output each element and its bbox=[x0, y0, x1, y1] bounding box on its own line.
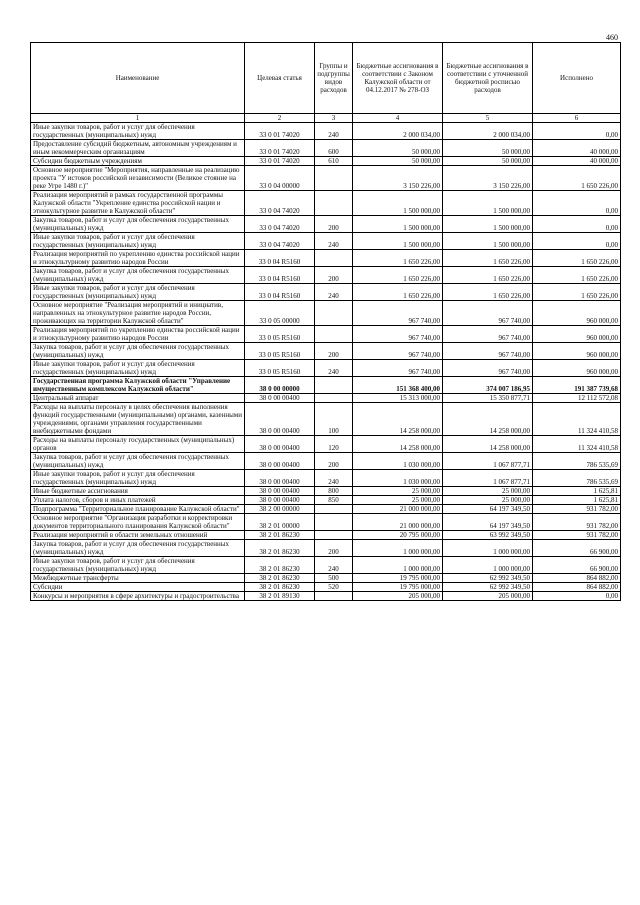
row-revised-allocation-cell: 1 650 226,00 bbox=[443, 250, 533, 267]
column-number: 6 bbox=[533, 114, 621, 123]
row-expense-group-cell bbox=[315, 326, 353, 343]
column-number: 1 bbox=[31, 114, 245, 123]
row-revised-allocation-cell: 1 650 226,00 bbox=[443, 267, 533, 284]
row-revised-allocation-cell: 1 067 877,71 bbox=[443, 453, 533, 470]
table-row bbox=[31, 574, 621, 583]
table-row bbox=[31, 166, 621, 191]
row-revised-allocation-cell: 64 197 349,50 bbox=[443, 514, 533, 531]
row-name-cell: Иные закупки товаров, работ и услуг для обеспечения государственных (муниципальных) нужд bbox=[31, 557, 245, 574]
row-executed-cell: 1 650 226,00 bbox=[533, 250, 621, 267]
row-expense-group-cell bbox=[315, 505, 353, 514]
table-row bbox=[31, 250, 621, 267]
row-law-allocation-cell: 1 030 000,00 bbox=[353, 470, 443, 487]
row-revised-allocation-cell: 62 992 349,50 bbox=[443, 574, 533, 583]
column-number: 2 bbox=[245, 114, 315, 123]
row-target-article-cell: 38 2 01 86230 bbox=[245, 574, 315, 583]
row-name-cell: Закупка товаров, работ и услуг для обеспечения государственных (муниципальных) нужд bbox=[31, 453, 245, 470]
table-row bbox=[31, 403, 621, 436]
row-target-article-cell: 33 0 05 R5160 bbox=[245, 326, 315, 343]
row-revised-allocation-cell: 374 007 186,95 bbox=[443, 377, 533, 394]
row-law-allocation-cell: 1 650 226,00 bbox=[353, 284, 443, 301]
row-target-article-cell: 38 2 01 86230 bbox=[245, 583, 315, 592]
row-revised-allocation-cell: 1 650 226,00 bbox=[443, 284, 533, 301]
row-target-article-cell: 38 0 00 00400 bbox=[245, 470, 315, 487]
row-target-article-cell: 38 0 00 00400 bbox=[245, 453, 315, 470]
row-name-cell: Основное мероприятие "Организация разработки и корректировки документов территориального планирования Калужской области" bbox=[31, 514, 245, 531]
row-target-article-cell: 38 0 00 00000 bbox=[245, 377, 315, 394]
row-executed-cell: 0,00 bbox=[533, 233, 621, 250]
row-expense-group-cell: 200 bbox=[315, 453, 353, 470]
row-expense-group-cell: 240 bbox=[315, 360, 353, 377]
row-expense-group-cell: 100 bbox=[315, 403, 353, 436]
row-executed-cell: 960 000,00 bbox=[533, 343, 621, 360]
row-target-article-cell: 33 0 04 R5160 bbox=[245, 267, 315, 284]
table-row bbox=[31, 531, 621, 540]
row-name-cell: Закупка товаров, работ и услуг для обеспечения государственных (муниципальных) нужд bbox=[31, 216, 245, 233]
row-target-article-cell: 33 0 04 74020 bbox=[245, 216, 315, 233]
row-law-allocation-cell: 1 650 226,00 bbox=[353, 267, 443, 284]
row-executed-cell: 11 324 410,58 bbox=[533, 436, 621, 453]
table-row bbox=[31, 301, 621, 326]
table-row bbox=[31, 360, 621, 377]
row-law-allocation-cell: 25 000,00 bbox=[353, 487, 443, 496]
row-law-allocation-cell: 20 795 000,00 bbox=[353, 531, 443, 540]
row-target-article-cell: 38 2 01 86230 bbox=[245, 540, 315, 557]
row-executed-cell: 960 000,00 bbox=[533, 326, 621, 343]
table-body bbox=[31, 123, 621, 601]
row-target-article-cell: 38 0 00 00400 bbox=[245, 496, 315, 505]
row-executed-cell: 864 882,00 bbox=[533, 574, 621, 583]
row-revised-allocation-cell: 1 500 000,00 bbox=[443, 233, 533, 250]
row-law-allocation-cell: 1 000 000,00 bbox=[353, 557, 443, 574]
row-expense-group-cell: 240 bbox=[315, 284, 353, 301]
row-name-cell: Закупка товаров, работ и услуг для обеспечения государственных (муниципальных) нужд bbox=[31, 267, 245, 284]
table-row bbox=[31, 540, 621, 557]
row-expense-group-cell: 240 bbox=[315, 557, 353, 574]
table-row bbox=[31, 233, 621, 250]
row-revised-allocation-cell: 15 350 877,71 bbox=[443, 394, 533, 403]
row-name-cell: Субсидии бюджетным учреждениям bbox=[31, 157, 245, 166]
row-law-allocation-cell: 967 740,00 bbox=[353, 301, 443, 326]
row-target-article-cell: 38 2 01 86230 bbox=[245, 531, 315, 540]
row-law-allocation-cell: 1 500 000,00 bbox=[353, 216, 443, 233]
row-executed-cell: 1 625,81 bbox=[533, 496, 621, 505]
row-name-cell: Иные закупки товаров, работ и услуг для обеспечения государственных (муниципальных) нужд bbox=[31, 233, 245, 250]
row-name-cell: Уплата налогов, сборов и иных платежей bbox=[31, 496, 245, 505]
row-name-cell: Реализация мероприятий по укреплению единства российской нации и этнокультурному развитию народов России bbox=[31, 250, 245, 267]
row-revised-allocation-cell: 25 000,00 bbox=[443, 487, 533, 496]
table-row bbox=[31, 436, 621, 453]
row-revised-allocation-cell: 967 740,00 bbox=[443, 326, 533, 343]
row-name-cell: Иные закупки товаров, работ и услуг для обеспечения государственных (муниципальных) нужд bbox=[31, 284, 245, 301]
row-revised-allocation-cell: 1 500 000,00 bbox=[443, 191, 533, 216]
row-target-article-cell: 33 0 01 74020 bbox=[245, 157, 315, 166]
table-row bbox=[31, 394, 621, 403]
table-row bbox=[31, 505, 621, 514]
row-executed-cell: 40 000,00 bbox=[533, 157, 621, 166]
table-row bbox=[31, 557, 621, 574]
row-executed-cell: 1 650 226,00 bbox=[533, 267, 621, 284]
row-revised-allocation-cell: 1 067 877,71 bbox=[443, 470, 533, 487]
row-target-article-cell: 38 0 00 00400 bbox=[245, 403, 315, 436]
row-expense-group-cell: 200 bbox=[315, 216, 353, 233]
row-law-allocation-cell: 15 313 000,00 bbox=[353, 394, 443, 403]
row-revised-allocation-cell: 1 000 000,00 bbox=[443, 557, 533, 574]
row-law-allocation-cell: 25 000,00 bbox=[353, 496, 443, 505]
table-row bbox=[31, 592, 621, 601]
row-executed-cell: 0,00 bbox=[533, 592, 621, 601]
page-number: 460 bbox=[606, 33, 618, 42]
row-executed-cell: 931 782,00 bbox=[533, 531, 621, 540]
row-executed-cell: 1 650 226,00 bbox=[533, 284, 621, 301]
row-law-allocation-cell: 50 000,00 bbox=[353, 140, 443, 157]
header-executed: Исполнено bbox=[533, 43, 621, 114]
row-law-allocation-cell: 967 740,00 bbox=[353, 326, 443, 343]
header-expense-group: Группы и подгруппы видов расходов bbox=[315, 43, 353, 114]
row-name-cell: Закупка товаров, работ и услуг для обеспечения государственных (муниципальных) нужд bbox=[31, 540, 245, 557]
row-target-article-cell: 33 0 04 74020 bbox=[245, 191, 315, 216]
row-revised-allocation-cell: 64 197 349,50 bbox=[443, 505, 533, 514]
row-target-article-cell: 33 0 01 74020 bbox=[245, 140, 315, 157]
row-expense-group-cell: 850 bbox=[315, 496, 353, 505]
row-executed-cell: 11 324 410,58 bbox=[533, 403, 621, 436]
row-name-cell: Закупка товаров, работ и услуг для обеспечения государственных (муниципальных) нужд bbox=[31, 343, 245, 360]
row-name-cell: Субсидии bbox=[31, 583, 245, 592]
row-executed-cell: 1 650 226,00 bbox=[533, 166, 621, 191]
row-name-cell: Реализация мероприятий в области земельных отношений bbox=[31, 531, 245, 540]
row-expense-group-cell bbox=[315, 377, 353, 394]
row-revised-allocation-cell: 50 000,00 bbox=[443, 157, 533, 166]
row-name-cell: Расходы на выплаты персоналу в целях обеспечения выполнения функций государственными (муниципальными) органами, казенными учреждениями, органами управления государственными внебюджетными фондами bbox=[31, 403, 245, 436]
row-name-cell: Реализация мероприятий в рамках государственной программы Калужской области "Укрепление единства российской нации и этнокультурное развитие в Калужской области" bbox=[31, 191, 245, 216]
row-law-allocation-cell: 21 000 000,00 bbox=[353, 514, 443, 531]
row-target-article-cell: 38 2 00 00000 bbox=[245, 505, 315, 514]
row-target-article-cell: 38 0 00 00400 bbox=[245, 487, 315, 496]
row-law-allocation-cell: 2 000 034,00 bbox=[353, 123, 443, 140]
row-expense-group-cell bbox=[315, 191, 353, 216]
row-name-cell: Предоставление субсидий бюджетным, автономным учреждениям и иным некоммерческим организациям bbox=[31, 140, 245, 157]
header-target-article: Целевая статья bbox=[245, 43, 315, 114]
row-target-article-cell: 33 0 04 74020 bbox=[245, 233, 315, 250]
row-expense-group-cell bbox=[315, 592, 353, 601]
row-revised-allocation-cell: 25 000,00 bbox=[443, 496, 533, 505]
row-revised-allocation-cell: 14 258 000,00 bbox=[443, 403, 533, 436]
table-row bbox=[31, 470, 621, 487]
row-executed-cell: 66 900,00 bbox=[533, 557, 621, 574]
row-expense-group-cell: 520 bbox=[315, 583, 353, 592]
row-executed-cell: 0,00 bbox=[533, 191, 621, 216]
row-target-article-cell: 38 2 01 00000 bbox=[245, 514, 315, 531]
row-revised-allocation-cell: 1 500 000,00 bbox=[443, 216, 533, 233]
row-name-cell: Конкурсы и мероприятия в сфере архитектуры и градостроительства bbox=[31, 592, 245, 601]
row-executed-cell: 66 900,00 bbox=[533, 540, 621, 557]
table-row bbox=[31, 496, 621, 505]
row-target-article-cell: 38 2 01 89130 bbox=[245, 592, 315, 601]
row-expense-group-cell: 200 bbox=[315, 267, 353, 284]
row-name-cell: Иные бюджетные ассигнования bbox=[31, 487, 245, 496]
row-expense-group-cell: 500 bbox=[315, 574, 353, 583]
row-law-allocation-cell: 3 150 226,00 bbox=[353, 166, 443, 191]
column-number-row bbox=[31, 114, 621, 123]
table-row bbox=[31, 487, 621, 496]
row-revised-allocation-cell: 50 000,00 bbox=[443, 140, 533, 157]
row-name-cell: Межбюджетные трансферты bbox=[31, 574, 245, 583]
row-executed-cell: 960 000,00 bbox=[533, 301, 621, 326]
row-executed-cell: 1 625,81 bbox=[533, 487, 621, 496]
header-row bbox=[31, 43, 621, 114]
table-row bbox=[31, 123, 621, 140]
table-row bbox=[31, 326, 621, 343]
row-expense-group-cell bbox=[315, 394, 353, 403]
row-target-article-cell: 33 0 05 R5160 bbox=[245, 343, 315, 360]
row-revised-allocation-cell: 2 000 034,00 bbox=[443, 123, 533, 140]
row-expense-group-cell bbox=[315, 514, 353, 531]
row-revised-allocation-cell: 62 992 349,50 bbox=[443, 583, 533, 592]
row-expense-group-cell bbox=[315, 250, 353, 267]
row-target-article-cell: 38 0 00 00400 bbox=[245, 394, 315, 403]
row-expense-group-cell: 240 bbox=[315, 233, 353, 250]
row-name-cell: Реализация мероприятий по укреплению единства российской нации и этнокультурному развитию народов России bbox=[31, 326, 245, 343]
row-law-allocation-cell: 19 795 000,00 bbox=[353, 574, 443, 583]
row-expense-group-cell: 120 bbox=[315, 436, 353, 453]
row-revised-allocation-cell: 967 740,00 bbox=[443, 360, 533, 377]
row-law-allocation-cell: 1 030 000,00 bbox=[353, 453, 443, 470]
budget-table bbox=[30, 42, 621, 601]
row-name-cell: Подпрограмма "Территориальное планирование Калужской области" bbox=[31, 505, 245, 514]
row-revised-allocation-cell: 14 258 000,00 bbox=[443, 436, 533, 453]
table-row bbox=[31, 157, 621, 166]
row-law-allocation-cell: 205 000,00 bbox=[353, 592, 443, 601]
row-target-article-cell: 33 0 04 R5160 bbox=[245, 250, 315, 267]
row-name-cell: Центральный аппарат bbox=[31, 394, 245, 403]
row-executed-cell: 786 535,69 bbox=[533, 470, 621, 487]
column-number: 3 bbox=[315, 114, 353, 123]
row-expense-group-cell bbox=[315, 531, 353, 540]
row-target-article-cell: 38 2 01 86230 bbox=[245, 557, 315, 574]
row-target-article-cell: 33 0 04 00000 bbox=[245, 166, 315, 191]
row-name-cell: Иные закупки товаров, работ и услуг для обеспечения государственных (муниципальных) нужд bbox=[31, 470, 245, 487]
table-row bbox=[31, 267, 621, 284]
header-name: Наименование bbox=[31, 43, 245, 114]
row-expense-group-cell: 200 bbox=[315, 540, 353, 557]
row-law-allocation-cell: 151 368 400,00 bbox=[353, 377, 443, 394]
row-name-cell: Расходы на выплаты персоналу государственных (муниципальных) органов bbox=[31, 436, 245, 453]
table-row bbox=[31, 377, 621, 394]
row-revised-allocation-cell: 967 740,00 bbox=[443, 343, 533, 360]
row-name-cell: Государственная программа Калужской области "Управление имущественным комплексом Калужской области" bbox=[31, 377, 245, 394]
row-revised-allocation-cell: 3 150 226,00 bbox=[443, 166, 533, 191]
row-expense-group-cell: 600 bbox=[315, 140, 353, 157]
row-law-allocation-cell: 967 740,00 bbox=[353, 360, 443, 377]
table-row bbox=[31, 583, 621, 592]
row-expense-group-cell: 800 bbox=[315, 487, 353, 496]
row-law-allocation-cell: 14 258 000,00 bbox=[353, 436, 443, 453]
row-expense-group-cell: 240 bbox=[315, 470, 353, 487]
row-executed-cell: 931 782,00 bbox=[533, 514, 621, 531]
row-name-cell: Иные закупки товаров, работ и услуг для обеспечения государственных (муниципальных) нужд bbox=[31, 360, 245, 377]
row-executed-cell: 931 782,00 bbox=[533, 505, 621, 514]
row-revised-allocation-cell: 63 992 349,50 bbox=[443, 531, 533, 540]
column-number: 5 bbox=[443, 114, 533, 123]
row-executed-cell: 0,00 bbox=[533, 216, 621, 233]
row-law-allocation-cell: 19 795 000,00 bbox=[353, 583, 443, 592]
row-executed-cell: 40 000,00 bbox=[533, 140, 621, 157]
row-executed-cell: 864 882,00 bbox=[533, 583, 621, 592]
row-expense-group-cell: 200 bbox=[315, 343, 353, 360]
row-expense-group-cell: 240 bbox=[315, 123, 353, 140]
row-target-article-cell: 33 0 01 74020 bbox=[245, 123, 315, 140]
row-law-allocation-cell: 50 000,00 bbox=[353, 157, 443, 166]
row-law-allocation-cell: 1 500 000,00 bbox=[353, 191, 443, 216]
row-law-allocation-cell: 21 000 000,00 bbox=[353, 505, 443, 514]
table-row bbox=[31, 191, 621, 216]
row-executed-cell: 0,00 bbox=[533, 123, 621, 140]
row-executed-cell: 786 535,69 bbox=[533, 453, 621, 470]
column-number: 4 bbox=[353, 114, 443, 123]
row-name-cell: Основное мероприятие "Реализация мероприятий и инициатив, направленных на этнокультурное развитие народов России, проживающих на территории Калужской области" bbox=[31, 301, 245, 326]
table-row bbox=[31, 284, 621, 301]
row-name-cell: Основное мероприятие "Мероприятия, направленные на реализацию проекта "У истоков российской независимости (Великое стояние на реке Угре 1480 г.)" bbox=[31, 166, 245, 191]
row-expense-group-cell bbox=[315, 301, 353, 326]
row-expense-group-cell bbox=[315, 166, 353, 191]
row-law-allocation-cell: 1 000 000,00 bbox=[353, 540, 443, 557]
header-law-allocations: Бюджетные ассигнования в соответствии с Законом Калужской области от 04.12.2017 № 278-ОЗ bbox=[353, 43, 443, 114]
row-revised-allocation-cell: 205 000,00 bbox=[443, 592, 533, 601]
header-revised-allocations: Бюджетные ассигнования в соответствии с уточненной бюджетной росписью расходов bbox=[443, 43, 533, 114]
row-law-allocation-cell: 1 500 000,00 bbox=[353, 233, 443, 250]
table-row bbox=[31, 453, 621, 470]
table-row bbox=[31, 343, 621, 360]
table-row bbox=[31, 514, 621, 531]
row-name-cell: Иные закупки товаров, работ и услуг для обеспечения государственных (муниципальных) нужд bbox=[31, 123, 245, 140]
row-law-allocation-cell: 967 740,00 bbox=[353, 343, 443, 360]
row-target-article-cell: 33 0 05 R5160 bbox=[245, 360, 315, 377]
row-expense-group-cell: 610 bbox=[315, 157, 353, 166]
table-row bbox=[31, 216, 621, 233]
row-executed-cell: 12 112 572,08 bbox=[533, 394, 621, 403]
row-law-allocation-cell: 1 650 226,00 bbox=[353, 250, 443, 267]
table-row bbox=[31, 140, 621, 157]
row-revised-allocation-cell: 1 000 000,00 bbox=[443, 540, 533, 557]
row-target-article-cell: 38 0 00 00400 bbox=[245, 436, 315, 453]
row-target-article-cell: 33 0 04 R5160 bbox=[245, 284, 315, 301]
row-revised-allocation-cell: 967 740,00 bbox=[443, 301, 533, 326]
row-target-article-cell: 33 0 05 00000 bbox=[245, 301, 315, 326]
row-executed-cell: 191 387 739,68 bbox=[533, 377, 621, 394]
row-law-allocation-cell: 14 258 000,00 bbox=[353, 403, 443, 436]
row-executed-cell: 960 000,00 bbox=[533, 360, 621, 377]
